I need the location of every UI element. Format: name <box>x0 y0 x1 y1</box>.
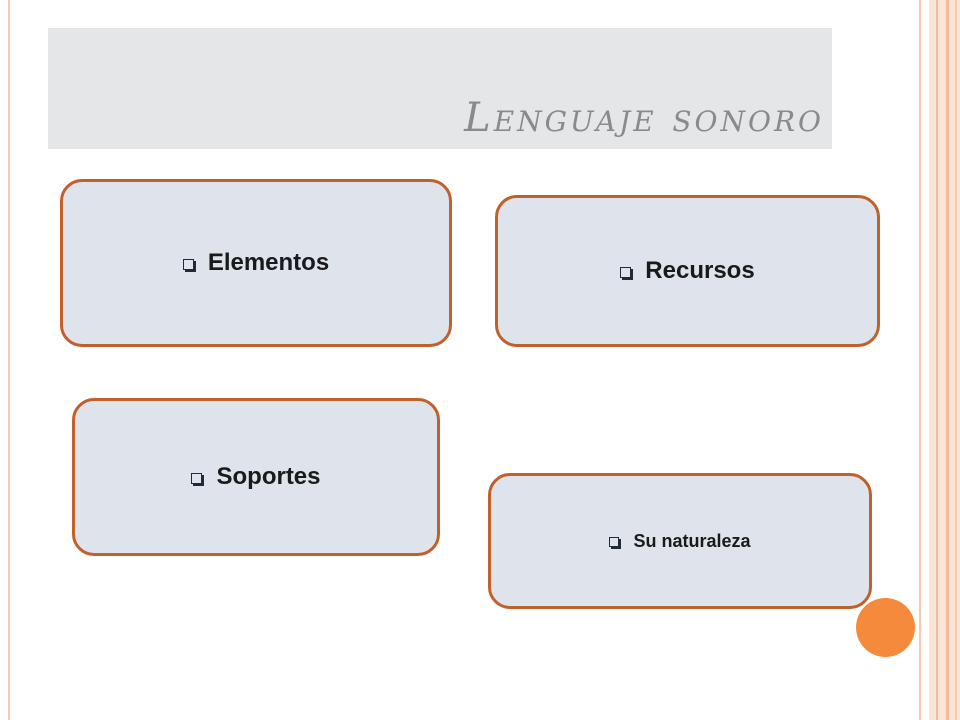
card-label: Elementos <box>207 249 330 276</box>
slide-frame-right-line <box>919 0 921 720</box>
square-bullet-icon <box>183 259 194 270</box>
square-bullet-icon <box>609 537 619 547</box>
square-bullet-icon <box>191 473 202 484</box>
card-soportes[interactable] <box>72 398 440 556</box>
slide-frame-left-line <box>8 0 10 720</box>
slide-title: Lenguaje sonoro <box>464 95 824 141</box>
slide-frame-stripe <box>955 0 957 720</box>
card-label: Su naturaleza <box>633 530 751 551</box>
card-recursos[interactable] <box>495 195 880 347</box>
slide-frame-stripe <box>946 0 949 720</box>
card-label: Soportes <box>216 463 321 490</box>
card-su-naturaleza[interactable] <box>488 473 872 609</box>
card-elementos[interactable] <box>60 179 452 347</box>
square-bullet-icon <box>620 267 631 278</box>
title-bar <box>48 28 832 149</box>
accent-circle <box>856 598 915 657</box>
slide-frame-stripe <box>936 0 938 720</box>
card-label: Recursos <box>645 257 755 284</box>
